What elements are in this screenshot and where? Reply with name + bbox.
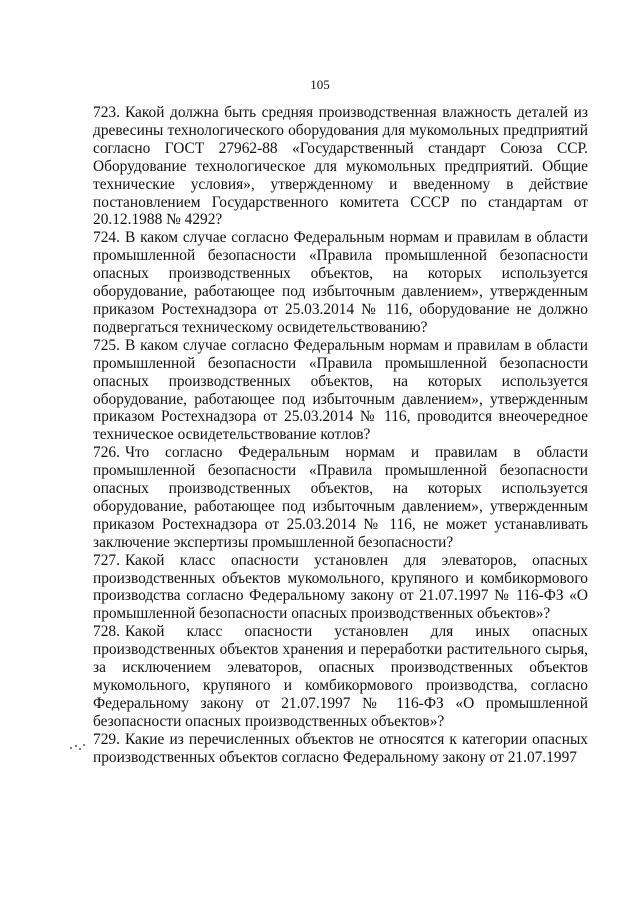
question-number: 729.	[93, 730, 120, 748]
scan-speck	[70, 741, 88, 751]
question-item	[93, 444, 588, 551]
page-number: 105	[310, 77, 330, 92]
question-item	[93, 337, 588, 444]
question-number: 723.	[93, 104, 120, 121]
question-number: 724.	[93, 229, 120, 247]
question-item	[93, 104, 588, 229]
question-number: 727.	[93, 551, 120, 569]
question-text: Что согласно Федеральным нормам и правилам в области промышленной безопасности «Правила промышленной безопасности опасных производственных объектов, на которых используется оборудование, работающее под избыточным давлением», утвержденным приказом Ростехнадзора от 25.03.2014 № 116, не может устанавливать заключение экспертизы промышленной безопасности?	[93, 444, 588, 551]
question-number: 728.	[93, 623, 120, 641]
question-text: В каком случае согласно Федеральным нормам и правилам в области промышленной безопасности «Правила промышленной безопасности опасных производственных объектов, на которых используется оборудование, работающее под избыточным давлением», утвержденным приказом Ростехнадзора от 25.03.2014 № 116, оборудование не должно подвергаться техническому освидетельствованию?	[93, 229, 588, 336]
question-number: 726.	[93, 444, 120, 462]
question-item	[93, 731, 588, 767]
question-text: Какие из перечисленных объектов не относятся к категории опасных производственных объектов согласно Федеральному закону от 21.07.1997	[93, 730, 588, 766]
question-item	[93, 552, 588, 624]
question-text: Какой класс опасности установлен для иных опасных производственных объектов хранения и переработки растительного сырья, за исключением элеваторов, опасных производственных объектов мукомольного, крупяного и комбикормового производства, согласно Федеральному закону от 21.07.1997 № 116-ФЗ «О промышленной безопасности опасных производственных объектов»?	[93, 623, 588, 730]
question-number: 725.	[93, 336, 120, 354]
question-text: Какой должна быть средняя производственная влажность деталей из древесины технологического оборудования для мукомольных предприятий согласно ГОСТ 27962-88 «Государственный стандарт Союза ССР. Оборудование технологическое для мукомольных предприятий. Общие технические условия», утвержденному и введенному в действие постановлением Государственного комитета СССР по стандартам от 20.12.1988 № 4292?	[93, 104, 588, 229]
question-list	[93, 104, 588, 767]
question-text: Какой класс опасности установлен для элеваторов, опасных производственных объектов мукомольного, крупяного и комбикормового производства согласно Федеральному закону от 21.07.1997 № 116-ФЗ «О промышленной безопасности опасных производственных объектов»?	[93, 551, 588, 623]
question-item	[93, 229, 588, 336]
question-item	[93, 623, 588, 730]
question-text: В каком случае согласно Федеральным нормам и правилам в области промышленной безопасности «Правила промышленной безопасности опасных производственных объектов, на которых используется оборудование, работающее под избыточным давлением», утвержденным приказом Ростехнадзора от 25.03.2014 № 116, проводится внеочередное техническое освидетельствование котлов?	[93, 336, 588, 444]
